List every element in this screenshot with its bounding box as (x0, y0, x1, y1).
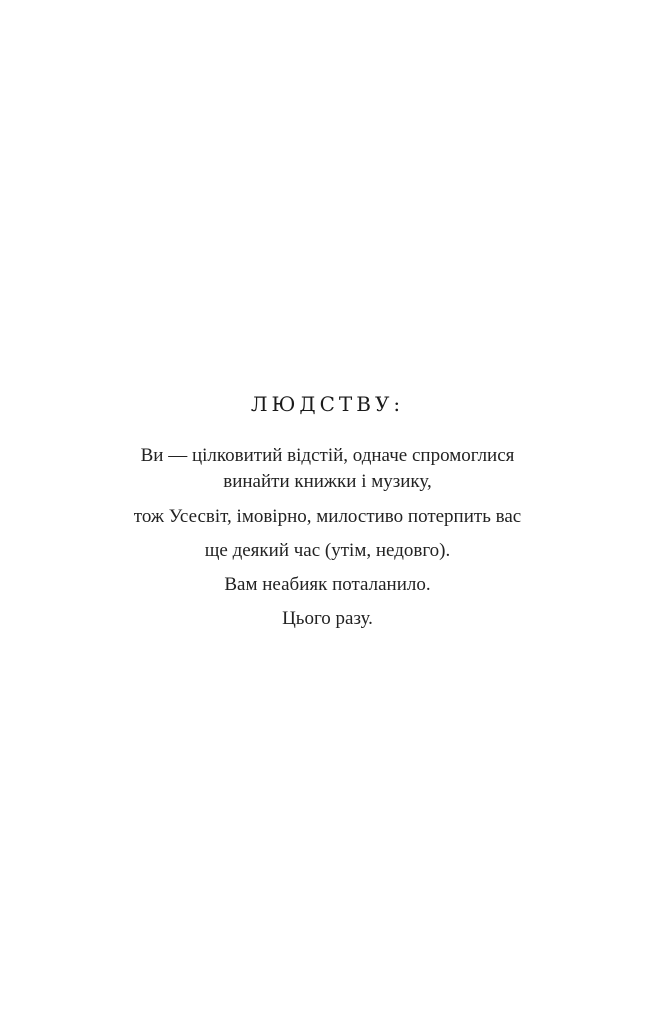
dedication-line: Вам неабияк поталанило. (224, 574, 431, 595)
dedication-heading: ЛЮДСТВУ: (250, 392, 405, 416)
dedication-line: тож Усесвіт, імовірно, милостиво потерпить вас (133, 506, 522, 527)
dedication-line: Цього разу. (282, 608, 373, 629)
dedication-line: Ви — цілковитий відстій, одначе спромоглися (140, 445, 515, 466)
dedication-line: ще деякий час (утім, недовго). (204, 540, 451, 561)
dedication-line: винайти книжки і музику, (223, 471, 432, 492)
